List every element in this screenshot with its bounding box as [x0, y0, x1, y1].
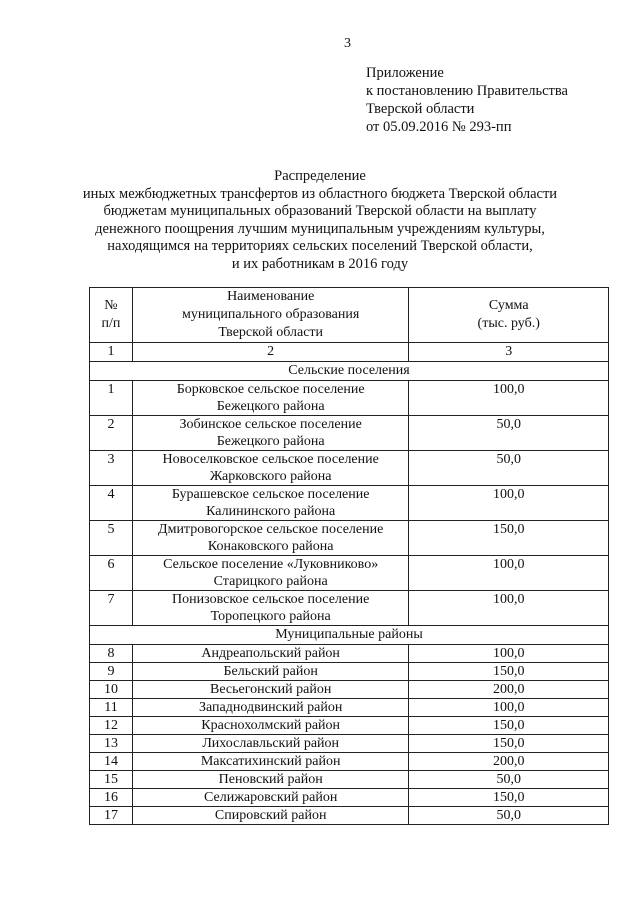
row-name-line: Бежецкого района	[216, 399, 325, 414]
row-name-line: Конаковского района	[207, 539, 334, 554]
row-number: 3	[90, 451, 133, 486]
row-number: 10	[90, 681, 133, 699]
table-row	[90, 416, 609, 451]
row-sum: 100,0	[409, 381, 609, 416]
row-sum: 50,0	[409, 771, 609, 789]
appendix-block	[366, 64, 568, 136]
row-name-line: Калининского района	[206, 504, 336, 519]
row-sum: 50,0	[409, 451, 609, 486]
row-sum: 150,0	[409, 717, 609, 735]
appendix-line: Тверской области	[366, 101, 475, 117]
row-number: 2	[90, 416, 133, 451]
appendix-date-number: от 05.09.2016 № 293-пп	[366, 119, 512, 135]
table-row	[90, 591, 609, 626]
row-name: Пеновский район	[132, 771, 409, 789]
table-header-row	[90, 288, 609, 343]
header-num-line: №	[104, 298, 118, 313]
section-row-rural	[90, 362, 609, 381]
row-name: Бельский район	[132, 663, 409, 681]
section-title: Муниципальные районы	[90, 626, 609, 645]
row-number: 17	[90, 807, 133, 825]
page-number: 3	[344, 36, 351, 51]
row-number: 15	[90, 771, 133, 789]
row-sum: 100,0	[409, 486, 609, 521]
header-sum-cell	[409, 288, 609, 343]
row-number: 12	[90, 717, 133, 735]
row-name: Селижаровский район	[132, 789, 409, 807]
row-sum: 50,0	[409, 807, 609, 825]
row-number: 6	[90, 556, 133, 591]
table-row	[90, 681, 609, 699]
row-name-line: Понизовское сельское поселение	[172, 592, 370, 607]
row-name-cell	[132, 416, 409, 451]
appendix-line: к постановлению Правительства	[366, 83, 568, 99]
header-name-line: Тверской области	[218, 325, 324, 340]
row-name: Максатихинский район	[132, 753, 409, 771]
header-name-line: муниципального образования	[182, 307, 360, 322]
title-line: иных межбюджетных трансфертов из областного бюджета Тверской области	[82, 185, 558, 202]
row-name-line: Сельское поселение «Луковниково»	[163, 557, 379, 572]
row-name: Весьегонский район	[132, 681, 409, 699]
row-name-line: Зобинское сельское поселение	[179, 417, 362, 432]
column-index-cell: 3	[409, 343, 609, 362]
table-row	[90, 556, 609, 591]
table-row	[90, 451, 609, 486]
row-name-line: Торопецкого района	[210, 609, 331, 624]
table-row	[90, 645, 609, 663]
section-title: Сельские поселения	[90, 362, 609, 381]
row-name-cell	[132, 486, 409, 521]
row-number: 8	[90, 645, 133, 663]
row-number: 1	[90, 381, 133, 416]
section-row-districts	[90, 626, 609, 645]
row-name-cell	[132, 521, 409, 556]
row-number: 9	[90, 663, 133, 681]
row-sum: 150,0	[409, 663, 609, 681]
row-sum: 100,0	[409, 591, 609, 626]
row-number: 7	[90, 591, 133, 626]
row-name-cell	[132, 556, 409, 591]
title-line: находящимся на территориях сельских поселений Тверской области,	[107, 238, 533, 254]
row-number: 4	[90, 486, 133, 521]
row-name-cell	[132, 591, 409, 626]
header-name-cell	[132, 288, 409, 343]
header-num-line: п/п	[101, 316, 121, 331]
row-name: Лихославльский район	[132, 735, 409, 753]
row-name-cell	[132, 381, 409, 416]
row-sum: 200,0	[409, 753, 609, 771]
row-name-line: Дмитровогорское сельское поселение	[158, 522, 384, 537]
row-name-cell	[132, 451, 409, 486]
column-index-row	[90, 343, 609, 362]
row-sum: 100,0	[409, 556, 609, 591]
table-row	[90, 771, 609, 789]
row-name-line: Борковское сельское поселение	[176, 382, 365, 397]
header-name-line: Наименование	[227, 289, 315, 304]
row-name: Краснохолмский район	[132, 717, 409, 735]
row-name: Спировский район	[132, 807, 409, 825]
row-sum: 150,0	[409, 521, 609, 556]
table-row	[90, 735, 609, 753]
row-number: 13	[90, 735, 133, 753]
table-row	[90, 663, 609, 681]
row-sum: 50,0	[409, 416, 609, 451]
row-name-line: Бежецкого района	[216, 434, 325, 449]
row-name: Западнодвинский район	[132, 699, 409, 717]
row-sum: 200,0	[409, 681, 609, 699]
header-sum-line: (тыс. руб.)	[477, 316, 540, 331]
row-name-line: Новоселковское сельское поселение	[162, 452, 379, 467]
table-row	[90, 807, 609, 825]
table-row	[90, 381, 609, 416]
row-number: 14	[90, 753, 133, 771]
appendix-line: Приложение	[366, 65, 444, 81]
row-name-line: Старицкого района	[213, 574, 328, 589]
row-sum: 100,0	[409, 645, 609, 663]
row-sum: 100,0	[409, 699, 609, 717]
table-row	[90, 717, 609, 735]
title-heading: Распределение	[274, 168, 366, 184]
distribution-table	[89, 287, 609, 825]
title-line: денежного поощрения лучшим муниципальным учреждениям культуры,	[95, 220, 545, 237]
row-number: 5	[90, 521, 133, 556]
row-name-line: Бурашевское сельское поселение	[171, 487, 370, 502]
row-number: 16	[90, 789, 133, 807]
column-index-cell: 2	[132, 343, 409, 362]
table-row	[90, 699, 609, 717]
document-title	[60, 168, 580, 273]
row-name: Андреапольский район	[132, 645, 409, 663]
row-number: 11	[90, 699, 133, 717]
title-line: бюджетам муниципальных образований Тверской области на выплату	[103, 203, 537, 219]
row-sum: 150,0	[409, 789, 609, 807]
table-row	[90, 753, 609, 771]
row-sum: 150,0	[409, 735, 609, 753]
header-num-cell	[90, 288, 133, 343]
header-sum-line: Сумма	[488, 298, 529, 313]
row-name-line: Жарковского района	[209, 469, 332, 484]
table-row	[90, 486, 609, 521]
table-row	[90, 789, 609, 807]
title-line: и их работникам в 2016 году	[231, 255, 409, 272]
column-index-cell: 1	[90, 343, 133, 362]
table-row	[90, 521, 609, 556]
